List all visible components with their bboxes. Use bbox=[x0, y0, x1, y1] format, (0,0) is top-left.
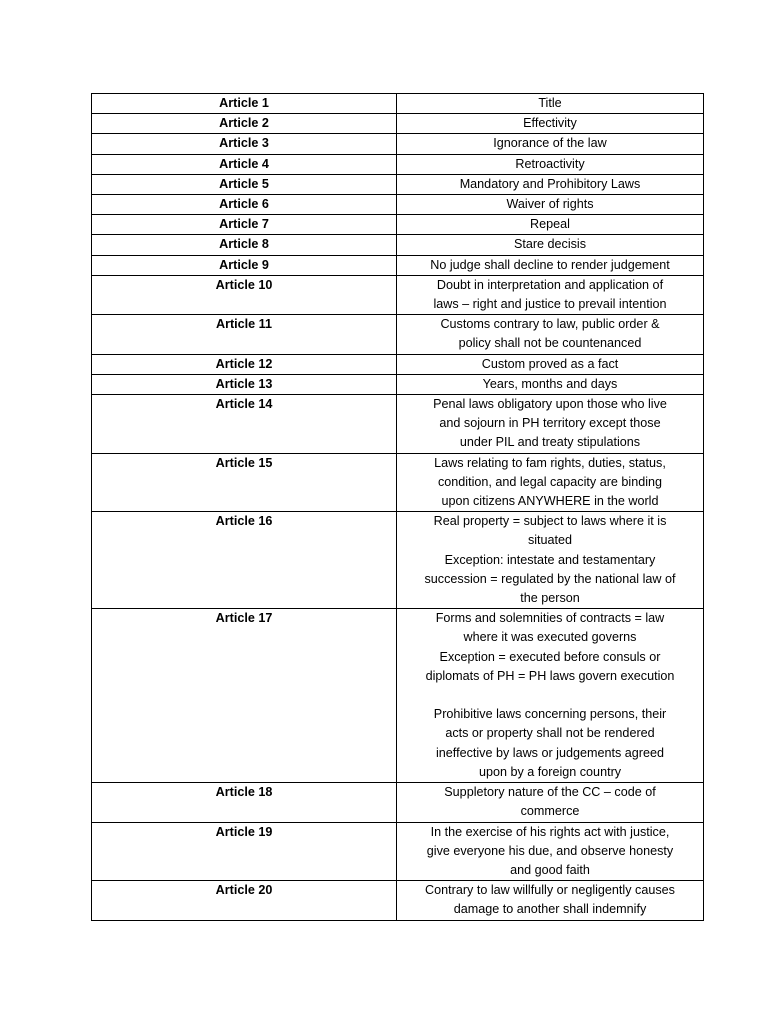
article-number-cell: Article 6 bbox=[92, 195, 397, 215]
article-subject-cell bbox=[397, 822, 704, 881]
article-number-cell: Article 4 bbox=[92, 154, 397, 174]
article-number-cell: Article 7 bbox=[92, 215, 397, 235]
article-subject-line: Contrary to law willfully or negligently causes bbox=[425, 883, 675, 898]
article-number-cell: Article 13 bbox=[92, 374, 397, 394]
article-subject-line: Ignorance of the law bbox=[493, 136, 607, 151]
article-subject-cell bbox=[397, 215, 704, 235]
article-subject-line: situated bbox=[527, 533, 573, 548]
article-subject-line: Custom proved as a fact bbox=[481, 356, 619, 371]
table-row bbox=[92, 174, 704, 194]
table-row bbox=[92, 275, 704, 314]
table-row bbox=[92, 215, 704, 235]
article-subject-cell bbox=[397, 783, 704, 822]
article-subject-line: Doubt in interpretation and application of bbox=[436, 277, 664, 292]
article-subject-line: In the exercise of his rights act with justice, bbox=[430, 824, 670, 839]
article-subject-cell bbox=[397, 94, 704, 114]
articles-table-body bbox=[92, 94, 704, 921]
table-row bbox=[92, 512, 704, 609]
article-subject-line: Customs contrary to law, public order & bbox=[440, 317, 660, 332]
article-subject-cell bbox=[397, 154, 704, 174]
article-subject-line: ineffective by laws or judgements agreed bbox=[436, 745, 664, 760]
article-subject-line: condition, and legal capacity are binding bbox=[437, 474, 663, 489]
article-number-cell: Article 9 bbox=[92, 255, 397, 275]
article-subject-line: upon citizens ANYWHERE in the world bbox=[441, 494, 659, 509]
article-subject-line: Prohibitive laws concerning persons, their bbox=[433, 707, 667, 722]
article-number-cell: Article 8 bbox=[92, 235, 397, 255]
article-subject-line: Title bbox=[538, 96, 562, 110]
article-subject-cell bbox=[397, 609, 704, 783]
article-subject-line: Effectivity bbox=[523, 116, 577, 131]
article-subject-cell bbox=[397, 315, 704, 354]
article-subject-line: and sojourn in PH territory except those bbox=[439, 416, 661, 431]
article-subject-cell bbox=[397, 354, 704, 374]
article-subject-cell bbox=[397, 114, 704, 134]
table-row bbox=[92, 94, 704, 114]
article-subject-line: Stare decisis bbox=[513, 237, 587, 252]
article-subject-line: Waiver of rights bbox=[506, 197, 594, 212]
article-number-cell: Article 2 bbox=[92, 114, 397, 134]
table-row bbox=[92, 315, 704, 354]
article-subject-line: under PIL and treaty stipulations bbox=[459, 435, 641, 450]
article-number-cell: Article 10 bbox=[92, 275, 397, 314]
article-subject-cell bbox=[397, 255, 704, 275]
table-row bbox=[92, 235, 704, 255]
article-subject-cell bbox=[397, 235, 704, 255]
article-subject-line: succession = regulated by the national law of bbox=[424, 571, 676, 586]
article-subject-line: Repeal bbox=[530, 217, 570, 232]
table-row bbox=[92, 374, 704, 394]
article-subject-line: damage to another shall indemnify bbox=[453, 902, 647, 917]
article-subject-line bbox=[403, 686, 697, 705]
article-subject-cell bbox=[397, 395, 704, 454]
article-subject-line: Retroactivity bbox=[515, 156, 585, 171]
article-subject-line: Exception = executed before consuls or bbox=[439, 649, 661, 664]
article-subject-line: where it was executed governs bbox=[463, 630, 637, 645]
table-row bbox=[92, 609, 704, 783]
table-row bbox=[92, 881, 704, 920]
article-subject-line: acts or property shall not be rendered bbox=[445, 726, 655, 741]
article-subject-line: commerce bbox=[520, 804, 580, 819]
article-subject-line: Suppletory nature of the CC – code of bbox=[444, 785, 656, 800]
article-subject-line: Laws relating to fam rights, duties, status, bbox=[434, 455, 666, 470]
article-number-cell: Article 18 bbox=[92, 783, 397, 822]
article-subject-line: the person bbox=[520, 591, 580, 606]
article-subject-line: Exception: intestate and testamentary bbox=[444, 552, 656, 567]
article-subject-line: Forms and solemnities of contracts = law bbox=[435, 611, 665, 626]
article-subject-cell bbox=[397, 881, 704, 920]
article-subject-cell bbox=[397, 195, 704, 215]
article-subject-line: Real property = subject to laws where it is bbox=[433, 514, 667, 529]
article-number-cell: Article 12 bbox=[92, 354, 397, 374]
article-subject-cell bbox=[397, 174, 704, 194]
table-row bbox=[92, 822, 704, 881]
article-subject-cell bbox=[397, 453, 704, 512]
article-subject-cell bbox=[397, 275, 704, 314]
article-number-cell: Article 1 bbox=[92, 94, 397, 114]
article-number-cell: Article 17 bbox=[92, 609, 397, 783]
article-number-cell: Article 15 bbox=[92, 453, 397, 512]
article-subject-line: Mandatory and Prohibitory Laws bbox=[459, 176, 641, 191]
table-row bbox=[92, 453, 704, 512]
table-row bbox=[92, 783, 704, 822]
article-subject-line: Penal laws obligatory upon those who live bbox=[433, 397, 667, 412]
table-row bbox=[92, 154, 704, 174]
table-row bbox=[92, 195, 704, 215]
table-row bbox=[92, 354, 704, 374]
table-row bbox=[92, 395, 704, 454]
article-number-cell: Article 3 bbox=[92, 134, 397, 154]
articles-table bbox=[91, 93, 704, 921]
article-subject-line: diplomats of PH = PH laws govern execution bbox=[425, 668, 675, 683]
article-number-cell: Article 16 bbox=[92, 512, 397, 609]
article-number-cell: Article 11 bbox=[92, 315, 397, 354]
article-subject-cell bbox=[397, 374, 704, 394]
table-row bbox=[92, 134, 704, 154]
article-subject-cell bbox=[397, 134, 704, 154]
article-number-cell: Article 19 bbox=[92, 822, 397, 881]
article-subject-line: No judge shall decline to render judgement bbox=[430, 257, 670, 272]
article-number-cell: Article 20 bbox=[92, 881, 397, 920]
article-subject-line: and good faith bbox=[510, 862, 590, 877]
table-row bbox=[92, 114, 704, 134]
article-number-cell: Article 14 bbox=[92, 395, 397, 454]
article-subject-line: laws – right and justice to prevail intention bbox=[433, 297, 667, 312]
article-subject-line: Years, months and days bbox=[482, 376, 618, 391]
article-subject-line: upon by a foreign country bbox=[478, 764, 622, 779]
article-subject-line: give everyone his due, and observe honesty bbox=[426, 843, 674, 858]
article-subject-line: policy shall not be countenanced bbox=[458, 336, 642, 351]
article-number-cell: Article 5 bbox=[92, 174, 397, 194]
table-row bbox=[92, 255, 704, 275]
article-subject-cell bbox=[397, 512, 704, 609]
